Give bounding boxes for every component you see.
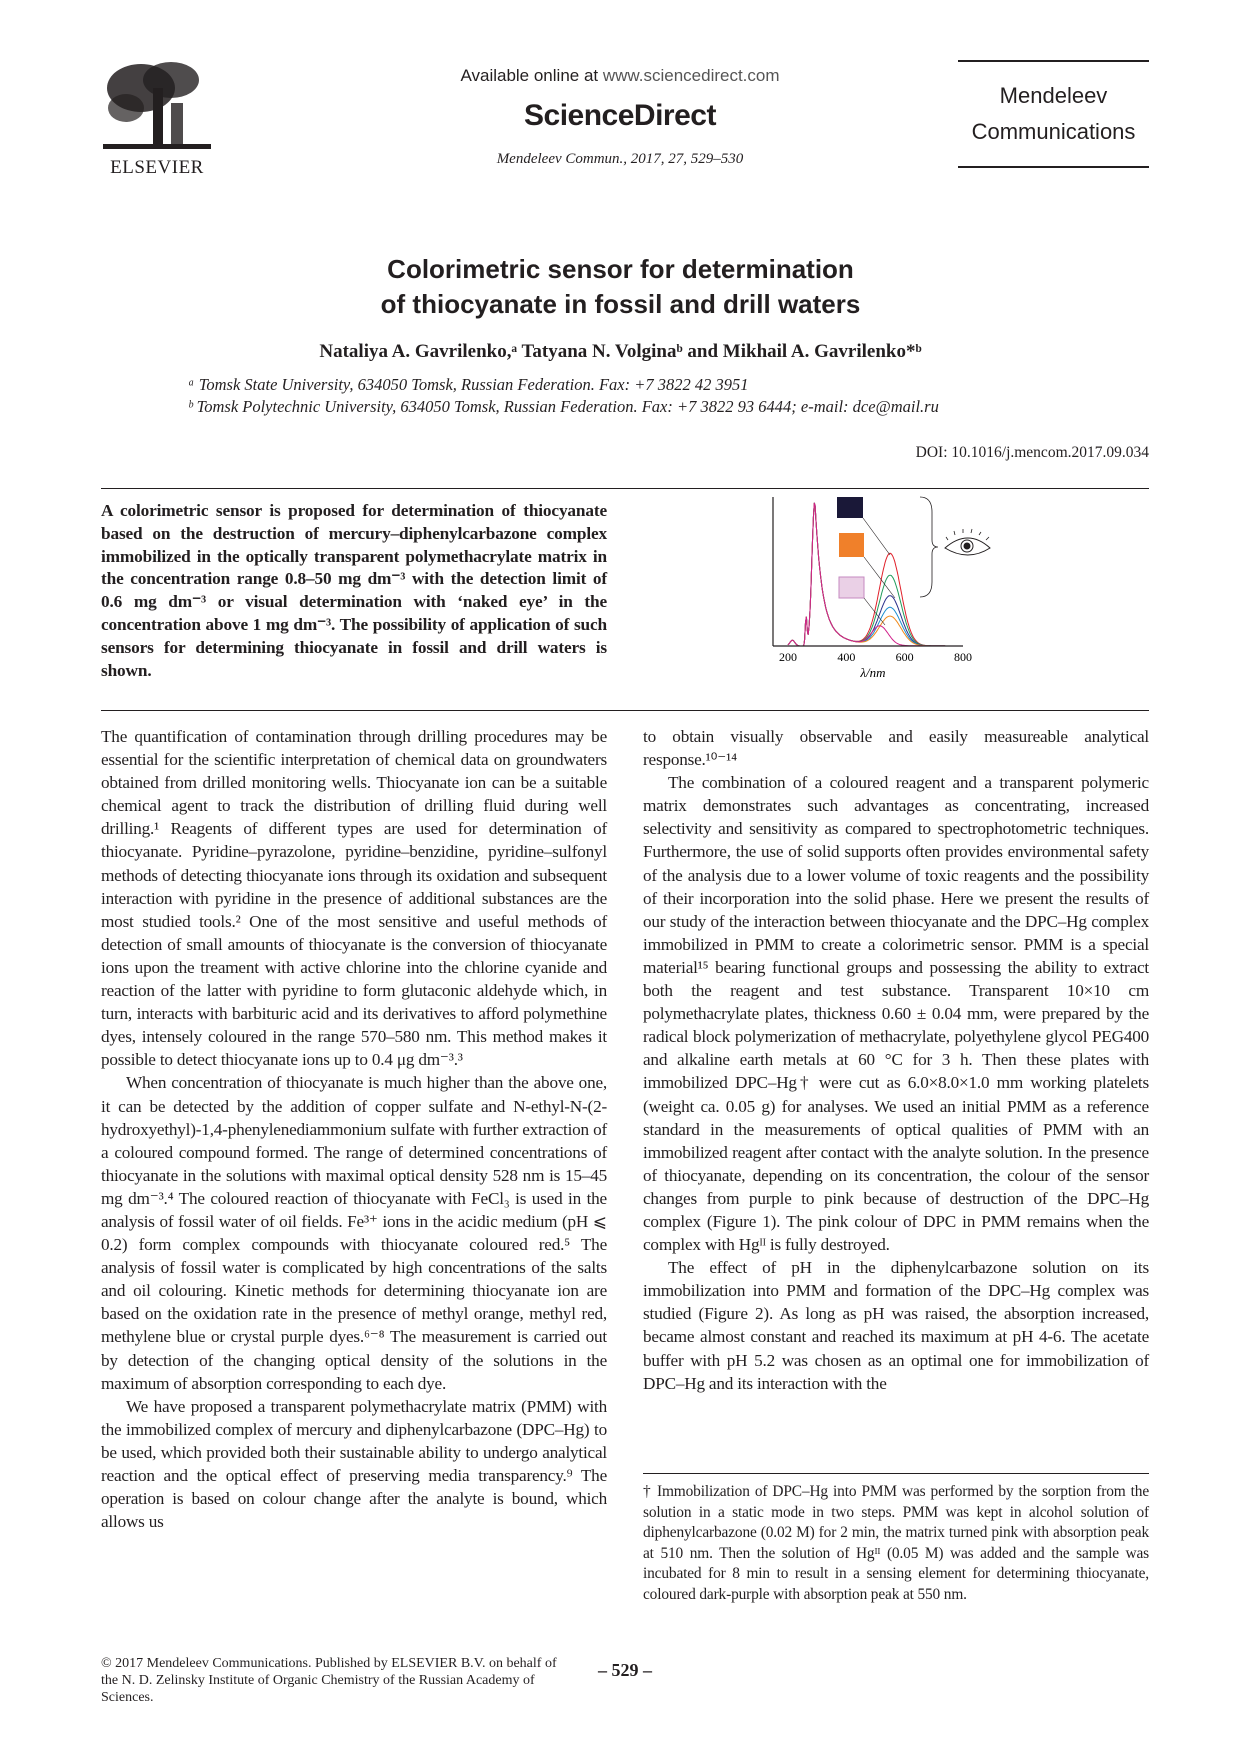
x-tick-label: 800 (954, 650, 972, 664)
eye-icon (945, 529, 990, 555)
affiliations (188, 374, 939, 418)
page-number: – 529 – (598, 1660, 652, 1680)
body-left-column (101, 725, 607, 1533)
footnote-rule (643, 1473, 1149, 1474)
paragraph: The combination of a coloured reagent and a transparent polymeric matrix demonstrates such advantages as concentrating, increased selectivity and sensitivity as compared to spectrophotometric techniques. Furthermore, the use of solid supports often provides environmental safety of the analysis due to a lower volume of toxic reagents and the possibility of their incorporation into the solid phase. Here we present the results of our study of the interaction between thiocyanate and the DPC–Hg complex immobilized in PMM to create a colorimetric sensor. PMM is a special material¹⁵ bearing functional groups and possessing the ability to extract both the reagent and test substance. Transparent 10×10 cm polymethacrylate plates, thickness 0.60 ± 0.04 mm, were prepared by the radical block polymerization of methacrylate, polyethylene glycol PEG400 and alkaline earth metals at 60 °C for 3 h. Then these plates with immobilized DPC–Hg† were cut as 6.0×8.0×1.0 mm working platelets (weight ca. 0.05 g) for analyses. We used an initial PMM as a reference standard in the measurements of optical qualities of PMM with an immobilized reagent after contact with the analyte solution. In the presence of thiocyanate, depending on its concentration, the colour of the sensor changes from purple to pink because of destruction of the DPC–Hg complex (Figure 1). The pink colour of DPC in PMM remains when the complex with Hgᴵᴵ is fully destroyed. (643, 773, 1149, 1255)
title-line-2: of thiocyanate in fossil and drill waters (380, 289, 861, 319)
x-tick-label: 400 (837, 650, 856, 664)
x-ticks (779, 650, 972, 664)
article-title (200, 252, 1041, 322)
graphical-abstract-spectrum (760, 490, 1000, 690)
journal-citation: Mendeleev Commun., 2017, 27, 529–530 (496, 151, 744, 167)
elsevier-wordmark: ELSEVIER (110, 157, 204, 178)
elsevier-tree-icon (101, 58, 213, 153)
elsevier-logo (101, 58, 213, 178)
paragraph: The quantification of contamination through drilling procedures may be essential for the scientific interpretation of chemical data on groundwaters obtained from drilled monitoring wells. Thiocyanate ion can be a suitable chemical agent to track the distribution of drilling fluid during well drilling.¹ Reagents of different types are used for determination of thiocyanate. Pyridine–pyrazolone, pyridine–benzidine, pyridine–sulfonyl methods of detecting thiocyanate ions through its oxidation and subsequent interaction with pyridine in the presence of additional substances are the most studied tools.² One of the most sensitive and useful methods of detection of small amounts of thiocyanate is the conversion of thiocyanate ions upon the treament with active chlorine into the chlorine cyanide and reaction of the latter with pyridine to form glutaconic aldehyde which, in turn, interacts with barbituric acid and its derivatives to afford polymethine dyes, intensely coloured in the range 570–580 nm. This method makes it possible to detect thiocyanate ions up to 0.4 μg dm⁻³.³ (101, 727, 607, 1070)
body-right-column (643, 725, 1149, 1395)
journal-name-box (958, 60, 1149, 168)
abstract-text: A colorimetric sensor is proposed for determination of thiocyanate based on the destruction of mercury–diphenylcarbazone complex immobilized in the optically transparent polymethacrylate matrix in the concentration range 0.8–50 mg dm⁻³ with the detection limit of 0.6 mg dm⁻³ or visual determination with ‘naked eye’ in the concentration above 1 mg dm⁻³. The possibility of application of such sensors for determining thiocyanate in fossil and drill waters is shown. (101, 501, 607, 680)
brace-icon (920, 497, 938, 597)
footnote: † Immobilization of DPC–Hg into PMM was performed by the sorption from the solution in a static mode in two steps. PMM was kept in alcohol solution of diphenylcarbazone (0.02 M) for 2 min, the matrix turned pink with absorption peak at 510 nm. Then the solution of Hgᴵᴵ (0.05 M) was added and the sample was incubated for 8 min to result in a sensing element for determining thiocyanate, coloured dark-purple with absorption peak at 550 nm. (643, 1483, 1149, 1603)
x-axis-label: λ/nm (860, 665, 886, 680)
sensor-swatch-orange (839, 533, 864, 557)
paragraph: When concentration of thiocyanate is much higher than the above one, it can be detected by the addition of copper sulfate and N-ethyl-N-(2-hydroxyethyl)-1,4-phenylenediammonium sulfate with further extraction of a coloured compound formed. The range of determined concentrations of thiocyanate in the solutions with maximal optical density 528 nm is 15–45 mg dm⁻³.⁴ The coloured reaction of thiocyanate with FeCl₃ is used in the analysis of fossil water of oil fields. Fe³⁺ ions in the acidic medium (pH ⩽ 0.2) form complex compounds with thiocyanate coloured red.⁵ The analysis of fossil water is complicated by high concentrations of the salts and oil colouring. Kinetic methods for determining thiocyanate ion are based on the oxidation rate in the presence of methyl orange, methyl red, methylene blue or crystal purple dyes.⁶⁻⁸ The measurement is carried out by detection of the changing optical density of the solutions in the maximum of absorption corresponding to each dye. (101, 1073, 607, 1393)
abstract-bottom-rule (101, 710, 1149, 711)
available-online-prefix: Available online at (460, 66, 603, 85)
paragraph: to obtain visually observable and easily measureable analytical response.¹⁰⁻¹⁴ (643, 727, 1149, 770)
journal-name-line1: Mendeleev (999, 83, 1108, 108)
available-online-line (380, 66, 860, 86)
copyright-notice: © 2017 Mendeleev Communications. Published by ELSEVIER B.V. on behalf of the N. D. Zelinsky Institute of Organic Chemistry of the Russian Academy of Sciences. (101, 1656, 557, 1705)
affiliation-a: ᵃ Tomsk State University, 634050 Tomsk, Russian Federation. Fax: +7 3822 42 3951 (188, 375, 749, 394)
x-tick-label: 600 (895, 650, 914, 664)
sensor-swatch-dark-purple (837, 497, 863, 518)
affiliation-b: ᵇ Tomsk Polytechnic University, 634050 Tomsk, Russian Federation. Fax: +7 3822 93 6444; e-mail: dce@mail.ru (188, 397, 939, 416)
x-tick-label: 200 (779, 650, 797, 664)
title-line-1: Colorimetric sensor for determination (387, 254, 854, 284)
abstract-top-rule (101, 488, 1149, 489)
sciencedirect-brand: ScienceDirect (524, 99, 716, 132)
spectrum-curves (788, 503, 963, 646)
author-list: Nataliya A. Gavrilenko,ᵃ Tatyana N. Volginaᵇ and Mikhail A. Gavrilenko*ᵇ (319, 341, 922, 362)
swatch-leader-lines (863, 518, 895, 625)
paragraph: We have proposed a transparent polymethacrylate matrix (PMM) with the immobilized complex of mercury and diphenylcarbazone (DPC–Hg) to be used, which provided both their sustainable ability to undergo analytical reaction and the optical effect of preserving media transparency.⁹ The operation is based on colour change after the analyte is bound, which allows us (101, 1396, 607, 1532)
paragraph: The effect of pH in the diphenylcarbazone solution on its immobilization into PMM and formation of the DPC–Hg complex was studied (Figure 2). As long as pH was raised, the absorption increased, became almost constant and reached its maximum at pH 4-6. The acetate buffer with pH 5.2 was chosen as an optimal one for immobilization of DPC–Hg and its interaction with the (643, 1258, 1149, 1393)
spectrum-series-navy (788, 503, 963, 646)
sensor-swatch-pink (839, 577, 864, 598)
sciencedirect-link[interactable]: www.sciencedirect.com (602, 66, 780, 85)
doi-link[interactable]: DOI: 10.1016/j.mencom.2017.09.034 (915, 444, 1149, 461)
journal-name-line2: Communications (971, 119, 1136, 144)
